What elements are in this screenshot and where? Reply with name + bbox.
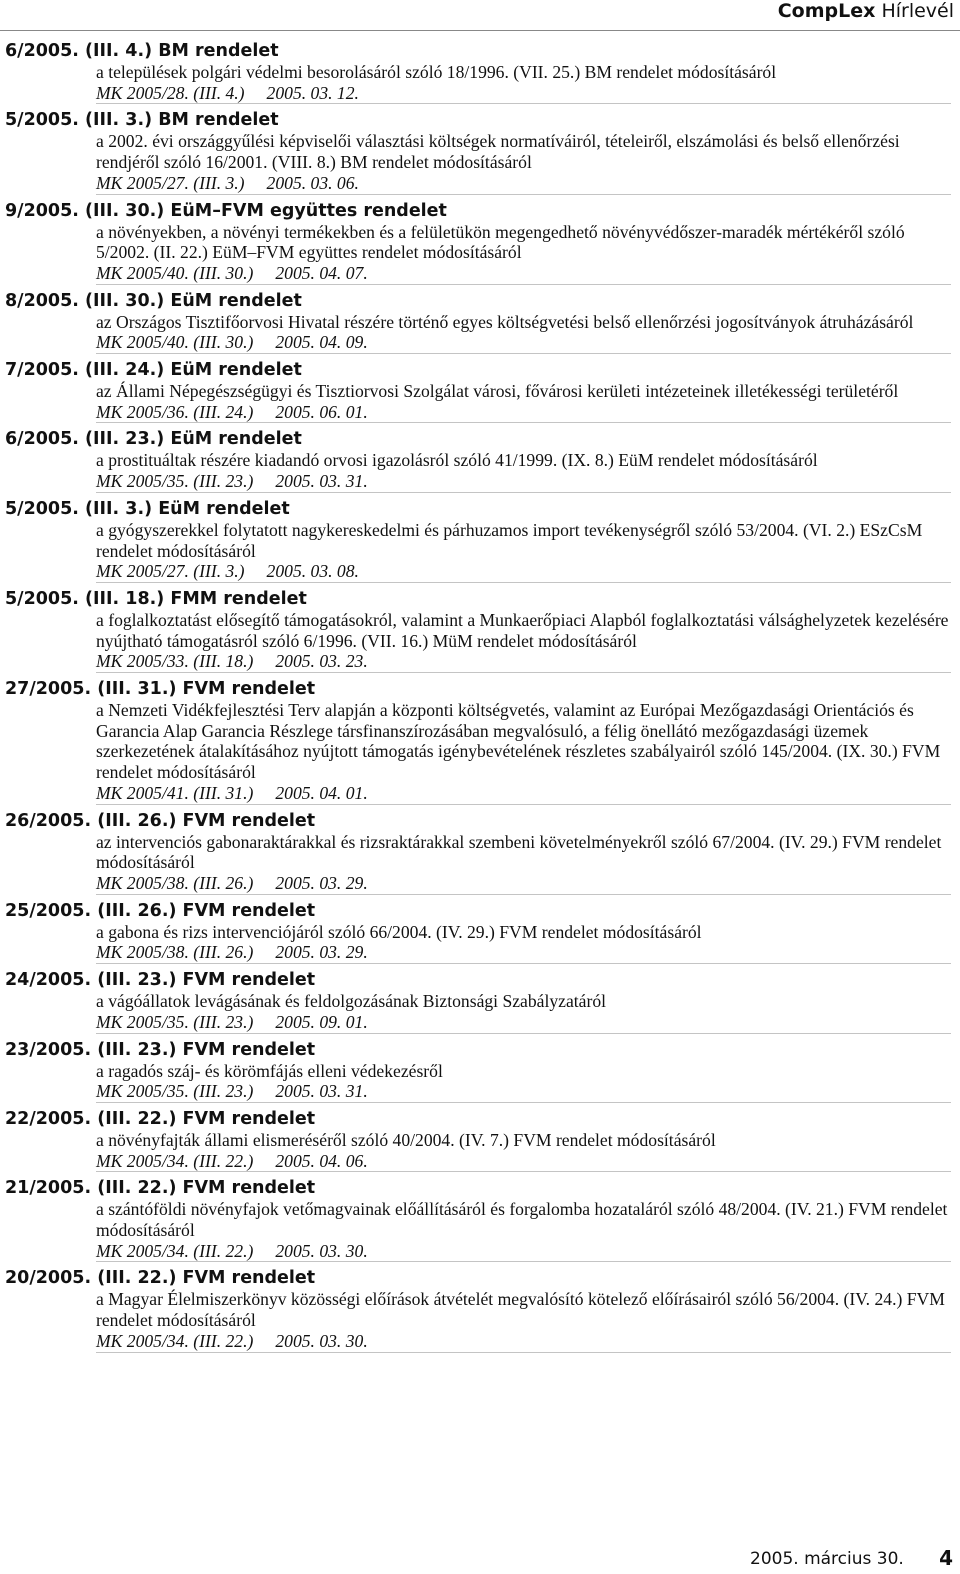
regulation-title: 26/2005. (III. 26.) FVM rendelet xyxy=(5,810,316,831)
regulation-entry xyxy=(5,1108,955,1172)
regulation-entry xyxy=(5,428,955,492)
regulation-body xyxy=(5,381,955,423)
regulation-title: 5/2005. (III. 3.) EüM rendelet xyxy=(5,498,290,519)
gazette-issue: MK 2005/36. (III. 24.) xyxy=(96,401,254,422)
effective-date: 2005. 03. 30. xyxy=(275,1330,368,1351)
effective-date: 2005. 03. 08. xyxy=(266,561,359,582)
official-gazette-reference xyxy=(96,873,951,895)
regulation-title: 6/2005. (III. 23.) EüM rendelet xyxy=(5,429,302,450)
regulation-entry xyxy=(5,359,955,423)
gazette-issue: MK 2005/38. (III. 26.) xyxy=(96,872,254,893)
effective-date: 2005. 04. 07. xyxy=(275,262,368,283)
gazette-issue: MK 2005/34. (III. 22.) xyxy=(96,1150,254,1171)
publication-brand xyxy=(778,0,954,22)
regulation-title: 22/2005. (III. 22.) FVM rendelet xyxy=(5,1108,316,1129)
gazette-issue: MK 2005/28. (III. 4.) xyxy=(96,82,245,103)
regulation-body xyxy=(5,1130,955,1172)
regulation-entry xyxy=(5,588,955,673)
regulation-body xyxy=(5,700,955,805)
effective-date: 2005. 04. 09. xyxy=(275,332,368,353)
gazette-issue: MK 2005/34. (III. 22.) xyxy=(96,1240,254,1261)
regulation-entry xyxy=(5,109,955,194)
official-gazette-reference xyxy=(96,402,951,424)
regulation-description: a ragadós száj- és körömfájás elleni védekezésről xyxy=(96,1060,443,1081)
regulation-description: a növényfajták állami elismeréséről szóló 40/2004. (IV. 7.) FVM rendelet módosításáról xyxy=(96,1129,716,1150)
gazette-issue: MK 2005/35. (III. 23.) xyxy=(96,1011,254,1032)
official-gazette-reference xyxy=(96,1151,951,1173)
regulation-title: 25/2005. (III. 26.) FVM rendelet xyxy=(5,900,316,921)
regulation-title: 20/2005. (III. 22.) FVM rendelet xyxy=(5,1268,316,1289)
regulation-body xyxy=(5,312,955,354)
effective-date: 2005. 06. 01. xyxy=(275,401,368,422)
regulation-body xyxy=(5,832,955,895)
regulation-description: a gyógyszerekkel folytatott nagykereskedelmi és párhuzamos import tevékenységről szóló 53/2004. (VI. 2.) ESzCsM rendelet módosításáról xyxy=(96,519,923,561)
regulation-title: 5/2005. (III. 3.) BM rendelet xyxy=(5,110,279,131)
regulation-description: az Állami Népegészségügyi és Tisztiorvosi Szolgálat városi, fővárosi kerületi intézeteinek illetékességi területéről xyxy=(96,381,899,402)
official-gazette-reference xyxy=(96,651,951,673)
regulation-entry xyxy=(5,290,955,354)
gazette-issue: MK 2005/27. (III. 3.) xyxy=(96,172,245,193)
regulation-title: 21/2005. (III. 22.) FVM rendelet xyxy=(5,1178,316,1199)
regulation-description: a gabona és rizs intervenciójáról szóló 66/2004. (IV. 29.) FVM rendelet módosításáról xyxy=(96,921,702,942)
regulation-description: a vágóállatok levágásának és feldolgozásának Biztonsági Szabályzatáról xyxy=(96,991,607,1012)
official-gazette-reference xyxy=(96,1331,951,1353)
header-divider xyxy=(0,30,960,31)
regulation-description: a Magyar Élelmiszerkönyv közösségi előírások átvételét megvalósító kötelező előírásairól szóló 56/2004. (IV. 24.) FVM rendelet módosításáról xyxy=(96,1289,945,1331)
gazette-issue: MK 2005/40. (III. 30.) xyxy=(96,332,254,353)
regulation-description: a települések polgári védelmi besorolásáról szóló 18/1996. (VII. 25.) BM rendelet módosításáról xyxy=(96,62,777,82)
effective-date: 2005. 04. 01. xyxy=(275,782,368,803)
regulation-body xyxy=(5,991,955,1033)
regulation-title: 24/2005. (III. 23.) FVM rendelet xyxy=(5,970,316,991)
regulation-entry xyxy=(5,200,955,285)
official-gazette-reference xyxy=(96,942,951,964)
effective-date: 2005. 03. 29. xyxy=(275,942,368,963)
regulation-body xyxy=(5,1199,955,1262)
page-footer xyxy=(750,1546,955,1572)
regulation-entry xyxy=(5,678,955,805)
regulation-entry xyxy=(5,1267,955,1352)
regulation-title: 9/2005. (III. 30.) EüM–FVM együttes rendelet xyxy=(5,200,447,221)
regulation-title: 27/2005. (III. 31.) FVM rendelet xyxy=(5,679,316,700)
regulation-body xyxy=(5,520,955,583)
regulation-entry xyxy=(5,810,955,895)
regulation-body xyxy=(5,1289,955,1352)
regulation-title: 23/2005. (III. 23.) FVM rendelet xyxy=(5,1039,316,1060)
brand-name-bold: CompLex xyxy=(777,0,876,22)
regulation-description: a prostituáltak részére kiadandó orvosi igazolásról szóló 41/1999. (IX. 8.) EüM rendelet módosításáról xyxy=(96,450,818,471)
gazette-issue: MK 2005/40. (III. 30.) xyxy=(96,262,254,283)
regulation-entry xyxy=(5,40,955,104)
official-gazette-reference xyxy=(96,1081,951,1103)
gazette-issue: MK 2005/35. (III. 23.) xyxy=(96,1081,254,1102)
gazette-issue: MK 2005/27. (III. 3.) xyxy=(96,561,245,582)
regulation-title: 7/2005. (III. 24.) EüM rendelet xyxy=(5,360,302,381)
gazette-issue: MK 2005/34. (III. 22.) xyxy=(96,1330,254,1351)
official-gazette-reference xyxy=(96,1012,951,1034)
gazette-issue: MK 2005/35. (III. 23.) xyxy=(96,471,254,492)
regulation-description: az intervenciós gabonaraktárakkal és rizsraktárakkal szembeni követelményekről szóló 67/2004. (IV. 29.) FVM rendelet módosításáról xyxy=(96,831,942,873)
regulation-description: a foglalkoztatást elősegítő támogatásokról, valamint a Munkaerőpiaci Alapból foglalkoztatási válsághelyzetek kezelésére nyújtható támogatásról szóló 6/1996. (VII. 16.) MüM rendelet módosításáról xyxy=(96,609,949,651)
effective-date: 2005. 03. 06. xyxy=(266,172,359,193)
gazette-issue: MK 2005/33. (III. 18.) xyxy=(96,651,254,672)
regulation-title: 5/2005. (III. 18.) FMM rendelet xyxy=(5,588,307,609)
page-number: 4 xyxy=(939,1546,953,1570)
official-gazette-reference xyxy=(96,173,951,195)
regulation-title: 6/2005. (III. 4.) BM rendelet xyxy=(5,41,279,61)
regulation-entry xyxy=(5,498,955,583)
regulation-description: a növényekben, a növényi termékekben és a felületükön megengedhető növényvédőszer-maradék mértékéről szóló 5/2002. (II. 22.) EüM–FVM együttes rendelet módosításáról xyxy=(96,221,905,263)
official-gazette-reference xyxy=(96,471,951,493)
regulation-body xyxy=(5,1061,955,1103)
regulation-body xyxy=(5,131,955,194)
gazette-issue: MK 2005/38. (III. 26.) xyxy=(96,942,254,963)
effective-date: 2005. 03. 31. xyxy=(275,471,368,492)
regulation-description: a Nemzeti Vidékfejlesztési Terv alapján a központi költségvetés, valamint az Európai Mezőgazdasági Orientációs és Garancia Alap Garancia Részlege társfinanszírozásában megvalósuló, a félig önellátó mezőgazdasági üzemek szerkezetének átalakításához nyújtott támogatás igénybevételének részletes szabályairól szóló 145/2004. (IX. 30.) FVM rendelet módosításáról xyxy=(96,700,941,783)
official-gazette-reference xyxy=(96,332,951,354)
regulation-body xyxy=(5,450,955,492)
official-gazette-reference xyxy=(96,783,951,805)
official-gazette-reference xyxy=(96,1241,951,1263)
issue-date: 2005. március 30. xyxy=(750,1549,904,1569)
regulation-body xyxy=(5,222,955,285)
gazette-issue: MK 2005/41. (III. 31.) xyxy=(96,782,254,803)
regulation-title: 8/2005. (III. 30.) EüM rendelet xyxy=(5,290,302,311)
effective-date: 2005. 03. 29. xyxy=(275,872,368,893)
official-gazette-reference xyxy=(96,263,951,285)
effective-date: 2005. 03. 12. xyxy=(266,82,359,103)
effective-date: 2005. 03. 30. xyxy=(275,1240,368,1261)
official-gazette-reference xyxy=(96,561,951,583)
regulation-description: az Országos Tisztifőorvosi Hivatal részére történő egyes költségvetési belső ellenőrzési jogosítványok átruházásáról xyxy=(96,311,914,332)
regulation-entry xyxy=(5,1039,955,1103)
official-gazette-reference xyxy=(96,83,951,105)
regulation-body xyxy=(5,922,955,964)
effective-date: 2005. 04. 06. xyxy=(275,1150,368,1171)
regulation-description: a szántóföldi növényfajok vetőmagvainak előállításáról és forgalomba hozataláról szóló 48/2004. (IV. 21.) FVM rendelet módosításáról xyxy=(96,1199,948,1241)
brand-name-regular: Hírlevél xyxy=(881,0,954,22)
regulation-list xyxy=(5,40,955,1358)
regulation-body xyxy=(5,62,955,104)
regulation-body xyxy=(5,610,955,673)
effective-date: 2005. 03. 31. xyxy=(275,1081,368,1102)
regulation-entry xyxy=(5,1177,955,1262)
effective-date: 2005. 09. 01. xyxy=(275,1011,368,1032)
regulation-description: a 2002. évi országgyűlési képviselői választási költségek normatíváiról, tételeiről, elszámolási és belső ellenőrzési rendjéről szóló 16/2001. (VIII. 8.) BM rendelet módosításáról xyxy=(96,131,900,173)
effective-date: 2005. 03. 23. xyxy=(275,651,368,672)
regulation-entry xyxy=(5,969,955,1033)
regulation-entry xyxy=(5,900,955,964)
